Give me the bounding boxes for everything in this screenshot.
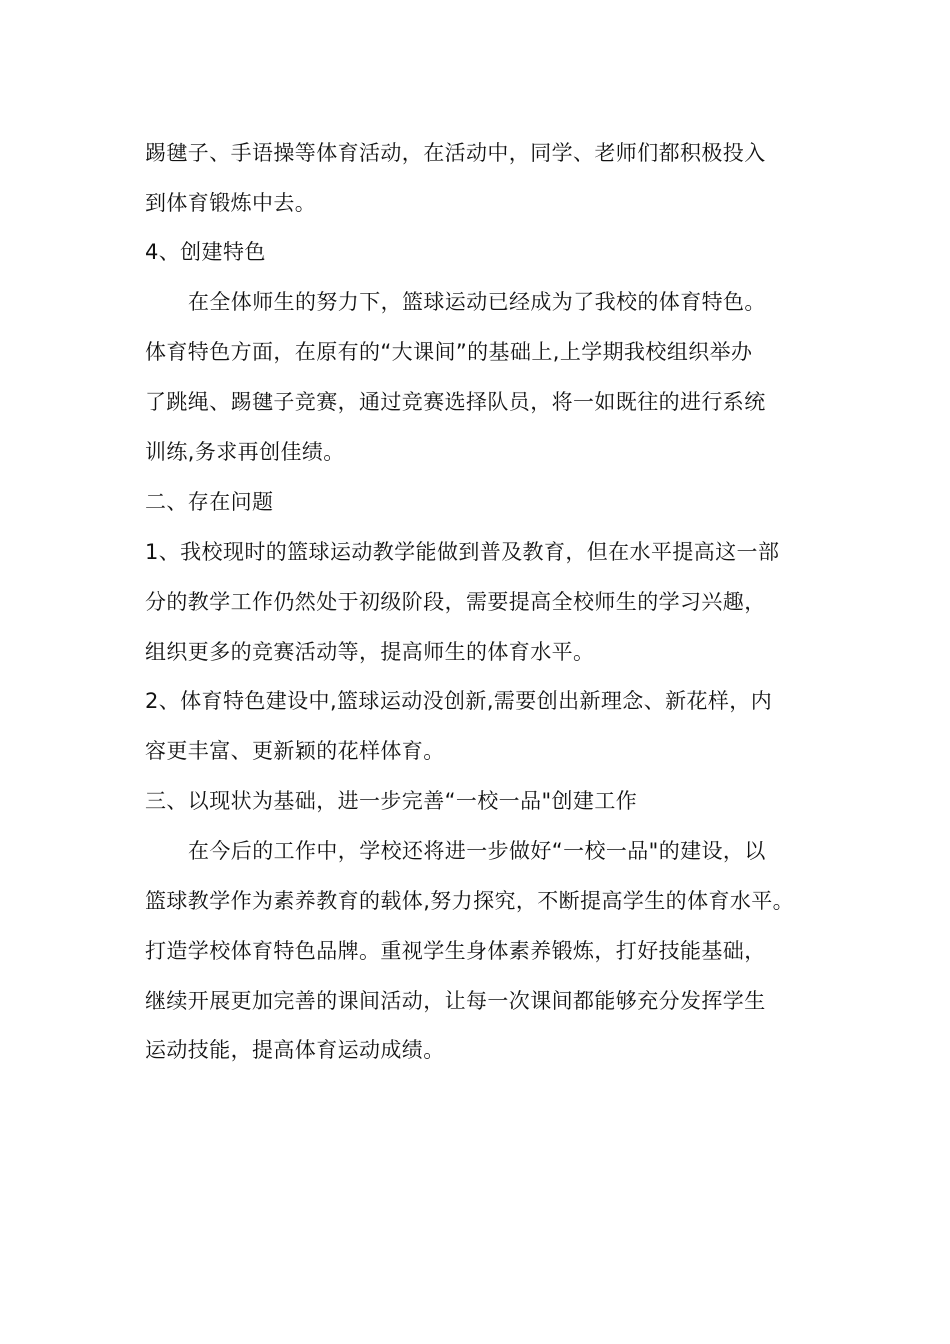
section-heading: 二、存在问题 [145,490,274,514]
text-line: 体育特色方面，在原有的“大课间”的基础上,上学期我校组织举办 [145,340,753,364]
list-item: 2、体育特色建设中,篮球运动没创新,需要创出新理念、新花样，内 [145,689,773,713]
text-line: 篮球教学作为素养教育的载体,努力探究，不断提高学生的体育水平。 [145,889,795,913]
text-line: 打造学校体育特色品牌。重视学生身体素养锻炼，打好技能基础， [145,939,766,963]
text-line: 运动技能，提高体育运动成绩。 [145,1038,445,1062]
text-line: 训练,务求再创佳绩。 [145,440,345,464]
text-line: 了跳绳、踢毽子竞赛，通过竞赛选择队员，将一如既往的进行系统 [145,390,766,414]
text-line: 继续开展更加完善的课间活动，让每一次课间都能够充分发挥学生 [145,989,766,1013]
text-line: 到体育锻炼中去。 [145,191,317,215]
paragraph-start: 在今后的工作中，学校还将进一步做好“一校一品"的建设，以 [188,839,766,863]
section-heading: 三、以现状为基础，进一步完善“一校一品"创建工作 [145,789,638,813]
text-line: 分的教学工作仍然处于初级阶段，需要提高全校师生的学习兴趣， [145,590,766,614]
text-line: 容更丰富、更新颖的花样体育。 [145,739,445,763]
paragraph-start: 在全体师生的努力下，篮球运动已经成为了我校的体育特色。 [188,290,766,314]
section-heading: 4、创建特色 [145,240,266,264]
text-line: 踢毽子、手语操等体育活动，在活动中，同学、老师们都积极投入 [145,141,766,165]
list-item: 1、我校现时的篮球运动教学能做到普及教育，但在水平提高这一部 [145,540,780,564]
text-line: 组织更多的竞赛活动等，提高师生的体育水平。 [145,640,595,664]
